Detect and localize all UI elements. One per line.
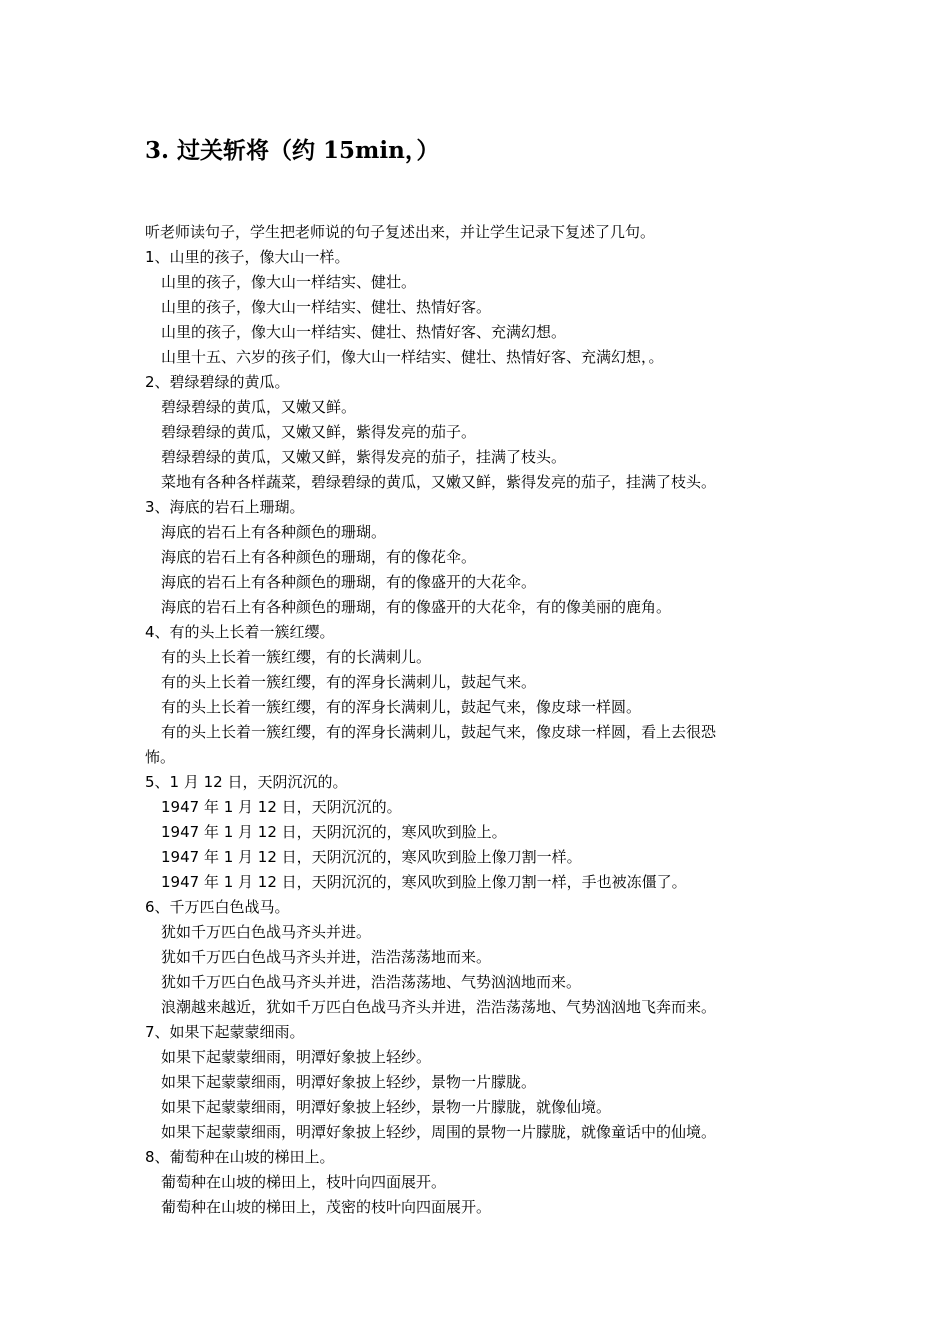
group-2-line-2: 碧绿碧绿的黄瓜，又嫩又鲜，紫得发亮的茄子。 xyxy=(161,423,477,441)
group-1-head: 1、山里的孩子，像大山一样。 xyxy=(145,248,350,266)
intro-text: 听老师读句子，学生把老师说的句子复述出来，并让学生记录下复述了几句。 xyxy=(145,223,656,241)
group-8-line-1: 葡萄种在山坡的梯田上，枝叶向四面展开。 xyxy=(161,1173,447,1191)
group-2-line-3: 碧绿碧绿的黄瓜，又嫩又鲜，紫得发亮的茄子，挂满了枝头。 xyxy=(161,448,567,466)
group-6-line-2: 犹如千万匹白色战马齐头并进，浩浩荡荡地而来。 xyxy=(161,948,492,966)
group-5-line-3: 1947 年 1 月 12 日，天阴沉沉的，寒风吹到脸上像刀割一样。 xyxy=(161,848,582,866)
group-8-line-2: 葡萄种在山坡的梯田上，茂密的枝叶向四面展开。 xyxy=(161,1198,492,1216)
group-3-line-1: 海底的岩石上有各种颜色的珊瑚。 xyxy=(161,523,387,541)
group-3-line-4: 海底的岩石上有各种颜色的珊瑚，有的像盛开的大花伞，有的像美丽的鹿角。 xyxy=(161,598,672,616)
document-body xyxy=(145,220,815,1220)
group-8-head: 8、葡萄种在山坡的梯田上。 xyxy=(145,1148,335,1166)
group-3-line-3: 海底的岩石上有各种颜色的珊瑚，有的像盛开的大花伞。 xyxy=(161,573,537,591)
group-4-line-4b: 怖。 xyxy=(145,748,176,766)
group-5-line-1: 1947 年 1 月 12 日，天阴沉沉的。 xyxy=(161,798,402,816)
group-1-line-1: 山里的孩子，像大山一样结实、健壮。 xyxy=(161,273,417,291)
group-4-head: 4、有的头上长着一簇红缨。 xyxy=(145,623,335,641)
group-6-head: 6、千万匹白色战马。 xyxy=(145,898,290,916)
group-7-line-4: 如果下起蒙蒙细雨，明潭好象披上轻纱，周围的景物一片朦胧，就像童话中的仙境。 xyxy=(161,1123,717,1141)
section-title: 3. 过关斩将（约 15min，） xyxy=(145,137,440,164)
group-7-line-2: 如果下起蒙蒙细雨，明潭好象披上轻纱，景物一片朦胧。 xyxy=(161,1073,537,1091)
group-5-line-2: 1947 年 1 月 12 日，天阴沉沉的，寒风吹到脸上。 xyxy=(161,823,507,841)
group-1-line-3: 山里的孩子，像大山一样结实、健壮、热情好客、充满幻想。 xyxy=(161,323,567,341)
group-1-line-4: 山里十五、六岁的孩子们，像大山一样结实、健壮、热情好客、充满幻想，。 xyxy=(161,348,664,366)
group-3-line-2: 海底的岩石上有各种颜色的珊瑚，有的像花伞。 xyxy=(161,548,477,566)
group-6-line-4: 浪潮越来越近，犹如千万匹白色战马齐头并进，浩浩荡荡地、气势汹汹地飞奔而来。 xyxy=(161,998,717,1016)
group-5-head: 5、1 月 12 日，天阴沉沉的。 xyxy=(145,773,348,791)
group-3-head: 3、海底的岩石上珊瑚。 xyxy=(145,498,305,516)
group-6-line-3: 犹如千万匹白色战马齐头并进，浩浩荡荡地、气势汹汹地而来。 xyxy=(161,973,582,991)
group-4-line-2: 有的头上长着一簇红缨，有的浑身长满刺儿，鼓起气来。 xyxy=(161,673,537,691)
group-7-line-1: 如果下起蒙蒙细雨，明潭好象披上轻纱。 xyxy=(161,1048,432,1066)
group-4-line-1: 有的头上长着一簇红缨，有的长满刺儿。 xyxy=(161,648,432,666)
group-7-line-3: 如果下起蒙蒙细雨，明潭好象披上轻纱，景物一片朦胧，就像仙境。 xyxy=(161,1098,612,1116)
group-2-head: 2、碧绿碧绿的黄瓜。 xyxy=(145,373,290,391)
group-4-line-3: 有的头上长着一簇红缨，有的浑身长满刺儿，鼓起气来，像皮球一样圆。 xyxy=(161,698,642,716)
group-6-line-1: 犹如千万匹白色战马齐头并进。 xyxy=(161,923,372,941)
group-2-line-1: 碧绿碧绿的黄瓜，又嫩又鲜。 xyxy=(161,398,357,416)
group-1-line-2: 山里的孩子，像大山一样结实、健壮、热情好客。 xyxy=(161,298,492,316)
group-5-line-4: 1947 年 1 月 12 日，天阴沉沉的，寒风吹到脸上像刀割一样，手也被冻僵了。 xyxy=(161,873,687,891)
group-4-line-4a: 有的头上长着一簇红缨，有的浑身长满刺儿，鼓起气来，像皮球一样圆，看上去很恐 xyxy=(161,723,717,741)
group-7-head: 7、如果下起蒙蒙细雨。 xyxy=(145,1023,305,1041)
group-2-line-4: 菜地有各种各样蔬菜，碧绿碧绿的黄瓜，又嫩又鲜，紫得发亮的茄子，挂满了枝头。 xyxy=(161,473,717,491)
